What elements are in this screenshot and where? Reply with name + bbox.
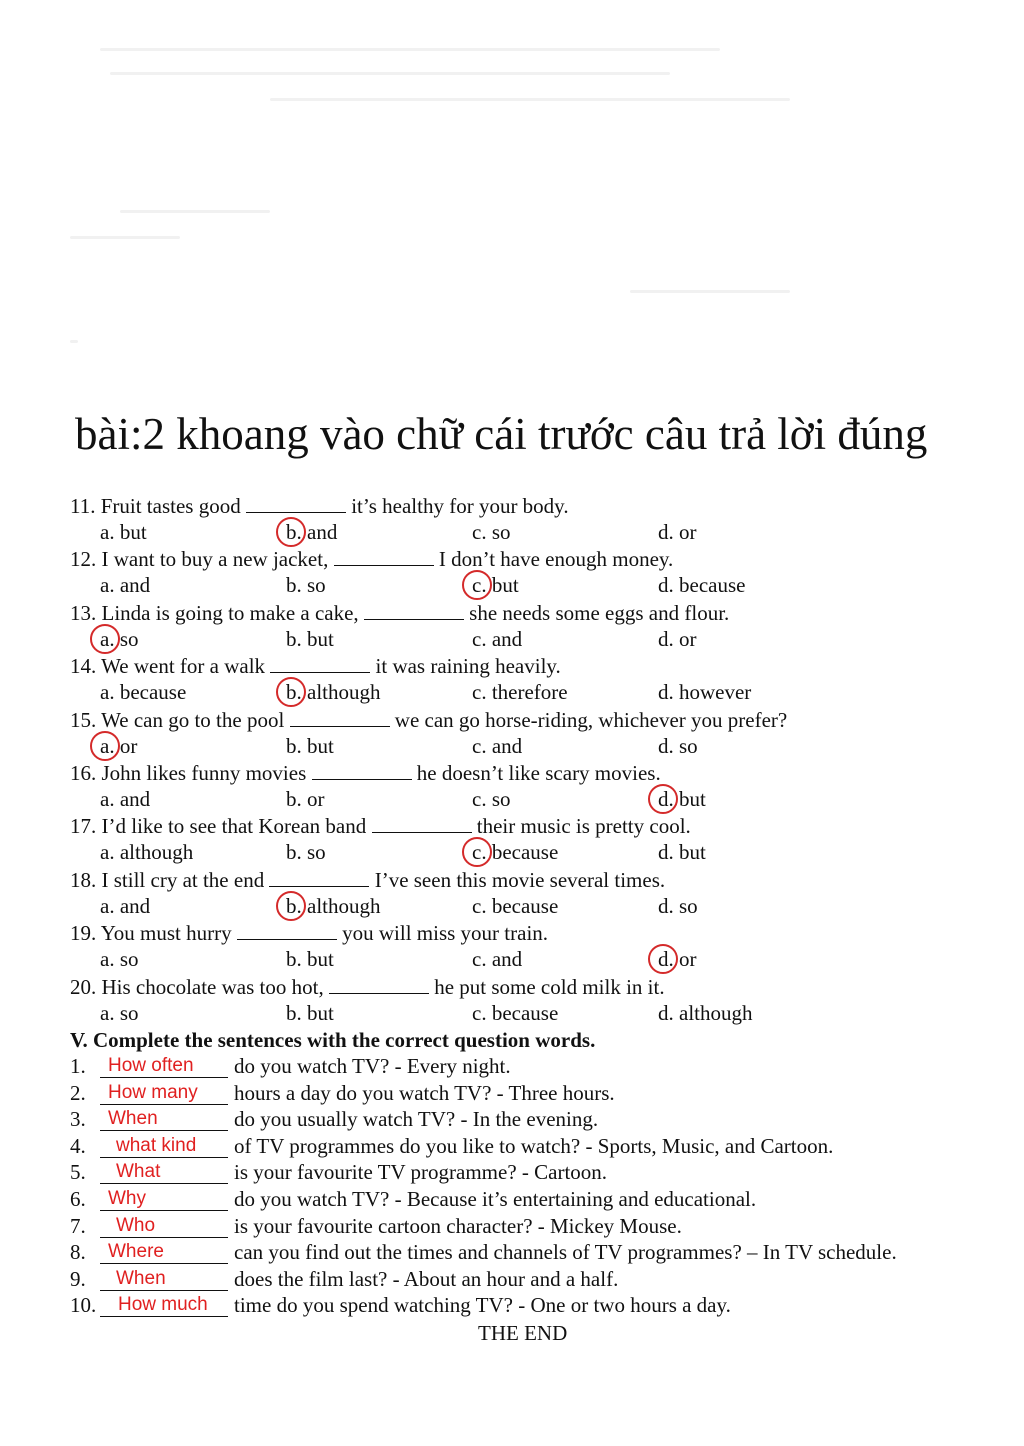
answer-option[interactable]: d. so [658, 734, 698, 758]
item-sentence: do you watch TV? - Every night. [234, 1054, 511, 1078]
item-sentence: do you watch TV? - Because it’s entertaining and educational. [234, 1187, 757, 1211]
answer-option[interactable]: c. so [472, 787, 511, 811]
item-sentence: hours a day do you watch TV? - Three hours. [234, 1081, 615, 1105]
the-end-label: THE END [478, 1321, 568, 1345]
answer-option[interactable]: b. although [286, 894, 381, 918]
stem-before: 15. We can go to the pool [70, 708, 285, 732]
item-number: 7. [70, 1214, 86, 1238]
answer-option[interactable]: a. so [100, 1001, 139, 1025]
answer-blank [364, 601, 464, 620]
answer-blank [372, 814, 472, 833]
handwritten-answer[interactable]: When [108, 1108, 158, 1129]
handwritten-answer[interactable]: what kind [116, 1135, 197, 1156]
answer-circle-mark [462, 570, 492, 600]
question-stem [70, 493, 569, 519]
answer-blank [312, 761, 412, 780]
answer-option[interactable]: c. and [472, 947, 523, 971]
answer-option[interactable]: a. and [100, 894, 151, 918]
answer-option[interactable]: a. but [100, 520, 147, 544]
stem-after: I’ve seen this movie several times. [374, 868, 666, 892]
answer-blank [270, 654, 370, 673]
answer-option[interactable]: d. but [658, 787, 706, 811]
stem-before: 19. You must hurry [70, 921, 232, 945]
answer-option[interactable]: c. because [472, 840, 559, 864]
stem-after: it was raining heavily. [375, 654, 561, 678]
answer-blank [237, 921, 337, 940]
answer-option[interactable]: c. and [472, 734, 523, 758]
answer-option[interactable]: a. although [100, 840, 194, 864]
answer-blank [290, 708, 390, 727]
item-number: 5. [70, 1160, 86, 1184]
answer-option[interactable]: d. or [658, 520, 697, 544]
stem-after: he put some cold milk in it. [434, 975, 665, 999]
answer-option[interactable]: d. but [658, 840, 706, 864]
item-number: 1. [70, 1054, 86, 1078]
question-stem [70, 760, 661, 786]
answer-circle-mark [648, 784, 678, 814]
stem-before: 18. I still cry at the end [70, 868, 265, 892]
answer-circle-mark [276, 517, 306, 547]
item-sentence: does the film last? - About an hour and a half. [234, 1267, 619, 1291]
handwritten-answer[interactable]: How often [108, 1055, 194, 1076]
answer-option[interactable]: b. or [286, 787, 325, 811]
item-sentence: is your favourite cartoon character? - Mickey Mouse. [234, 1214, 682, 1238]
answer-option[interactable]: c. and [472, 627, 523, 651]
stem-before: 14. We went for a walk [70, 654, 266, 678]
answer-blank [329, 975, 429, 994]
stem-after: he doesn’t like scary movies. [416, 761, 661, 785]
answer-circle-mark [462, 837, 492, 867]
answer-option[interactable]: a. and [100, 787, 151, 811]
item-sentence: is your favourite TV programme? - Cartoon. [234, 1160, 608, 1184]
question-stem [70, 546, 673, 572]
item-number: 8. [70, 1240, 86, 1264]
stem-before: 17. I’d like to see that Korean band [70, 814, 367, 838]
question-stem [70, 867, 665, 893]
stem-before: 11. Fruit tastes good [70, 494, 241, 518]
answer-circle-mark [276, 891, 306, 921]
answer-option[interactable]: d. or [658, 627, 697, 651]
handwritten-answer[interactable]: How much [118, 1294, 208, 1315]
answer-circle-mark [648, 944, 678, 974]
answer-circle-mark [276, 677, 306, 707]
item-number: 6. [70, 1187, 86, 1211]
stem-after: we can go horse-riding, whichever you prefer? [394, 708, 788, 732]
stem-after: I don’t have enough money. [438, 547, 674, 571]
answer-circle-mark [90, 624, 120, 654]
answer-circle-mark [90, 731, 120, 761]
stem-after: you will miss your train. [342, 921, 549, 945]
answer-option[interactable]: a. or [100, 734, 138, 758]
question-stem [70, 920, 548, 946]
handwritten-answer[interactable]: Why [108, 1188, 146, 1209]
item-sentence: can you find out the times and channels of TV programmes? – In TV schedule. [234, 1240, 897, 1264]
answer-blank [334, 547, 434, 566]
item-number: 2. [70, 1081, 86, 1105]
question-stem [70, 974, 665, 1000]
stem-before: 20. His chocolate was too hot, [70, 975, 324, 999]
answer-option[interactable]: b. but [286, 1001, 334, 1025]
question-stem [70, 813, 691, 839]
handwritten-answer[interactable]: How many [108, 1082, 198, 1103]
item-number: 4. [70, 1134, 86, 1158]
item-sentence: do you usually watch TV? - In the evening. [234, 1107, 599, 1131]
stem-before: 13. Linda is going to make a cake, [70, 601, 359, 625]
answer-option[interactable]: b. so [286, 840, 326, 864]
item-number: 3. [70, 1107, 86, 1131]
answer-option[interactable]: b. but [286, 947, 334, 971]
answer-option[interactable]: a. so [100, 947, 139, 971]
answer-option[interactable]: c. because [472, 1001, 559, 1025]
handwritten-answer[interactable]: When [116, 1268, 166, 1289]
answer-option[interactable]: b. but [286, 734, 334, 758]
answer-option[interactable]: a. so [100, 627, 139, 651]
handwritten-answer[interactable]: Who [116, 1215, 156, 1236]
handwritten-answer[interactable]: Where [108, 1241, 164, 1262]
answer-option[interactable]: a. because [100, 680, 187, 704]
question-stem [70, 707, 787, 733]
item-number: 10. [70, 1293, 97, 1317]
answer-option[interactable]: b. although [286, 680, 381, 704]
answer-option[interactable]: c. because [472, 894, 559, 918]
answer-option[interactable]: c. therefore [472, 680, 568, 704]
item-number: 9. [70, 1267, 86, 1291]
section-heading: V. Complete the sentences with the correct question words. [70, 1028, 596, 1052]
answer-blank [269, 868, 369, 887]
item-sentence: of TV programmes do you like to watch? - Sports, Music, and Cartoon. [234, 1134, 834, 1158]
stem-after: their music is pretty cool. [476, 814, 691, 838]
answer-blank [246, 494, 346, 513]
question-stem [70, 653, 561, 679]
answer-option[interactable]: d. because [658, 573, 746, 597]
stem-before: 16. John likes funny movies [70, 761, 307, 785]
answer-option[interactable]: b. and [286, 520, 338, 544]
answer-option[interactable]: d. however [658, 680, 752, 704]
answer-option[interactable]: c. so [472, 520, 511, 544]
handwritten-answer[interactable]: What [116, 1161, 161, 1182]
stem-before: 12. I want to buy a new jacket, [70, 547, 329, 571]
answer-option[interactable]: a. and [100, 573, 151, 597]
answer-option[interactable]: b. but [286, 627, 334, 651]
page-title: bài:2 khoang vào chữ cái trước câu trả lời đúng [75, 409, 928, 459]
faded-background-text [70, 40, 950, 370]
stem-after: she needs some eggs and flour. [469, 601, 730, 625]
answer-option[interactable]: c. but [472, 573, 519, 597]
question-stem [70, 600, 729, 626]
answer-option[interactable]: d. so [658, 894, 698, 918]
answer-option[interactable]: b. so [286, 573, 326, 597]
stem-after: it’s healthy for your body. [351, 494, 569, 518]
answer-option[interactable]: d. although [658, 1001, 753, 1025]
answer-option[interactable]: d. or [658, 947, 697, 971]
item-sentence: time do you spend watching TV? - One or two hours a day. [234, 1293, 731, 1317]
